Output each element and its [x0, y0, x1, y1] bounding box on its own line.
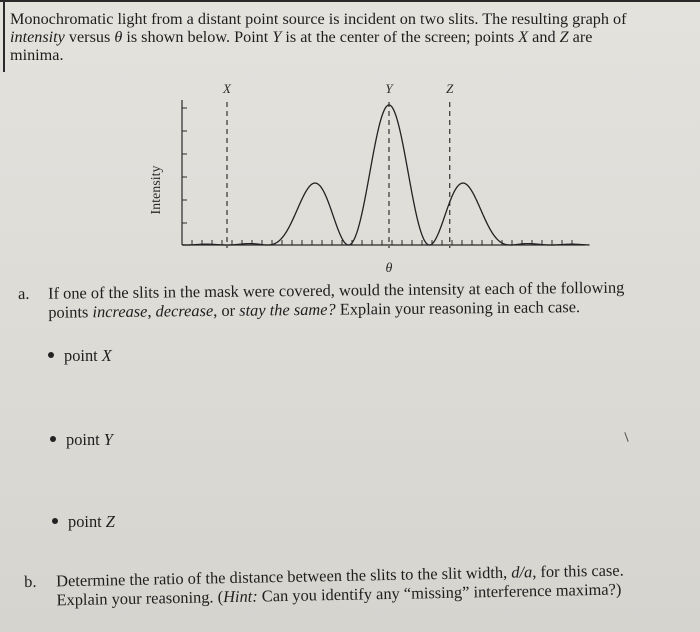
marker-label-x: X: [223, 81, 231, 96]
marker-label-z: Z: [446, 81, 454, 96]
intensity-graph: [140, 80, 610, 280]
question-a-letter: a.: [18, 283, 30, 303]
bullet-dot: [50, 436, 56, 442]
y-axis-label: Intensity: [149, 165, 164, 215]
bullet-point-y: point Y: [50, 430, 113, 450]
question-b-line-1: Determine the ratio of the distance between the slits to the slit width, d/a, for this case.: [55, 560, 624, 591]
marker-label-y: Y: [385, 81, 393, 96]
question-a-line-1: If one of the slits in the mask were covered, would the intensity at each of the following: [47, 277, 625, 303]
question-b-letter: b.: [24, 571, 37, 591]
pencil-mark: [624, 432, 628, 442]
bullet-point-z: point Z: [52, 512, 115, 532]
question-b-line-2: Explain your reasoning. (Hint: Can you identify any “missing” interference maxima?): [56, 579, 622, 610]
bullet-dot: [52, 518, 58, 524]
intensity-curve: [182, 105, 589, 245]
y-axis: [182, 100, 187, 245]
x-axis-label: θ: [385, 261, 393, 276]
intro-line-2: intensity versus θ is shown below. Point Y is at the center of the screen; points X and Z are: [10, 28, 593, 46]
question-a-line-2: points increase, decrease, or stay the same? Explain your reasoning in each case.: [48, 297, 581, 322]
question-a: [18, 277, 683, 322]
bullet-point-x: point X: [48, 346, 112, 366]
question-b: [24, 559, 685, 610]
problem-intro: [10, 10, 694, 64]
bullet-dot: [48, 352, 54, 358]
intro-line-1: Monochromatic light from a distant point source is incident on two slits. The resulting graph of: [10, 10, 627, 28]
page-left-border: [3, 0, 5, 72]
page-top-border: [0, 0, 700, 2]
intro-line-3: minima.: [10, 46, 64, 64]
point-markers: [222, 81, 454, 248]
